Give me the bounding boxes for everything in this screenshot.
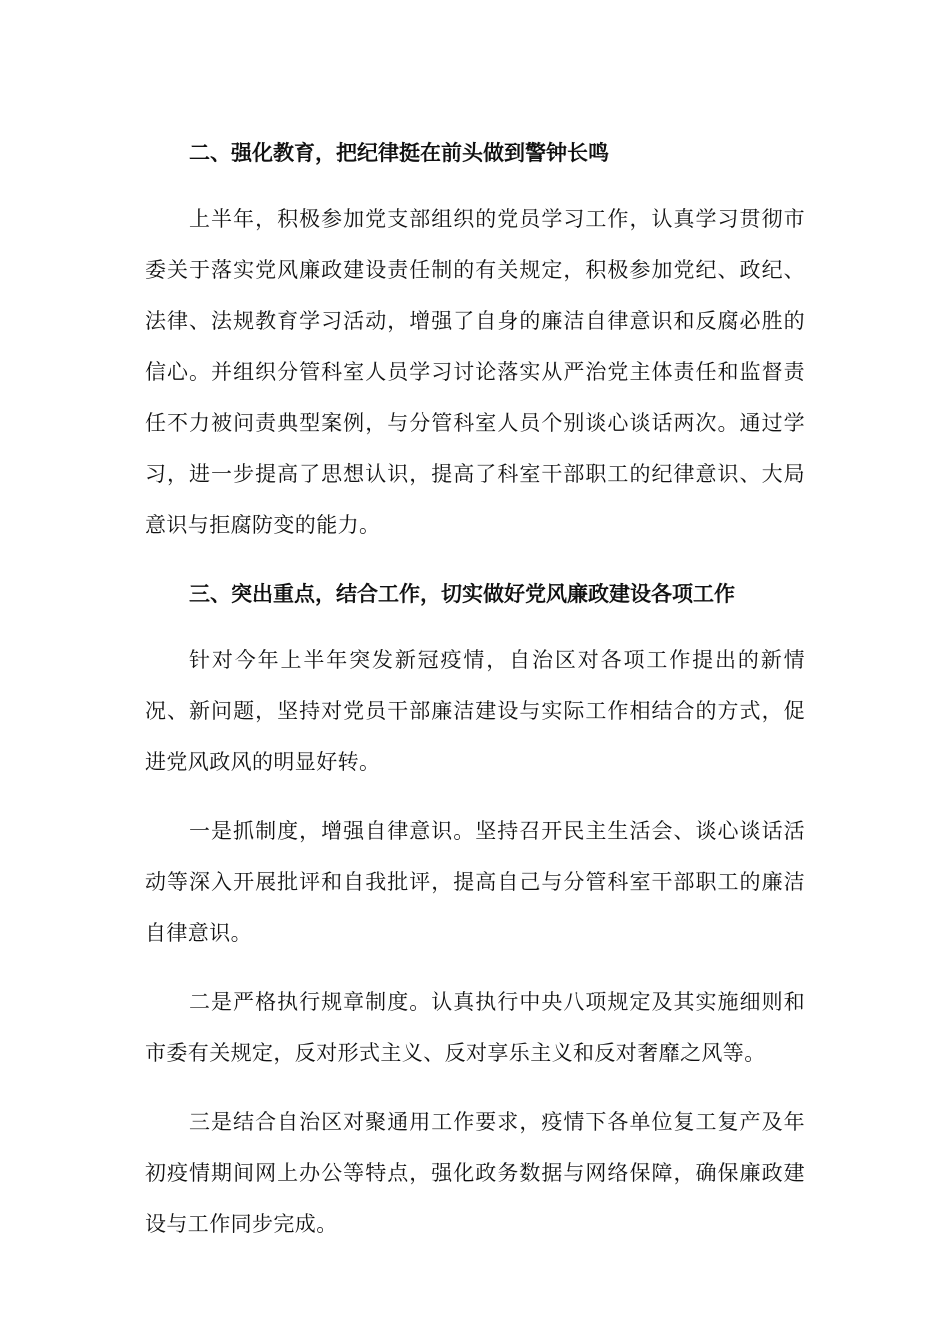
spacer [145,179,805,194]
section-2-heading: 二、强化教育，把纪律挺在前头做到警钟长鸣 [189,141,609,165]
spacer [145,959,805,977]
spacer [145,788,805,806]
spacer [145,551,805,569]
section-3-item-1: 一是抓制度，增强自律意识。坚持召开民主生活会、谈心谈话活动等深入开展批评和自我批评，提高自己与分管科室干部职工的廉洁自律意识。 [145,819,805,945]
document-body [145,128,805,1250]
spacer [145,1079,805,1097]
section-3-item-3: 三是结合自治区对聚通用工作要求，疫情下各单位复工复产及年初疫情期间网上办公等特点，强化政务数据与网络保障，确保廉政建设与工作同步完成。 [145,1110,805,1236]
section-3-heading: 三、突出重点，结合工作，切实做好党风廉政建设各项工作 [189,582,735,606]
section-3-intro: 针对今年上半年突发新冠疫情，自治区对各项工作提出的新情况、新问题，坚持对党员干部廉洁建设与实际工作相结合的方式，促进党风政风的明显好转。 [145,648,805,774]
section-3-item-2: 二是严格执行规章制度。认真执行中央八项规定及其实施细则和市委有关规定，反对形式主义、反对享乐主义和反对奢靡之风等。 [145,990,805,1065]
section-2-paragraph: 上半年，积极参加党支部组织的党员学习工作，认真学习贯彻市委关于落实党风廉政建设责任制的有关规定，积极参加党纪、政纪、法律、法规教育学习活动，增强了自身的廉洁自律意识和反腐必胜的信心。并组织分管科室人员学习讨论落实从严治党主体责任和监督责任不力被问责典型案例，与分管科室人员个别谈心谈话两次。通过学习，进一步提高了思想认识，提高了科室干部职工的纪律意识、大局意识与拒腐防变的能力。 [145,207,805,537]
spacer [145,620,805,635]
